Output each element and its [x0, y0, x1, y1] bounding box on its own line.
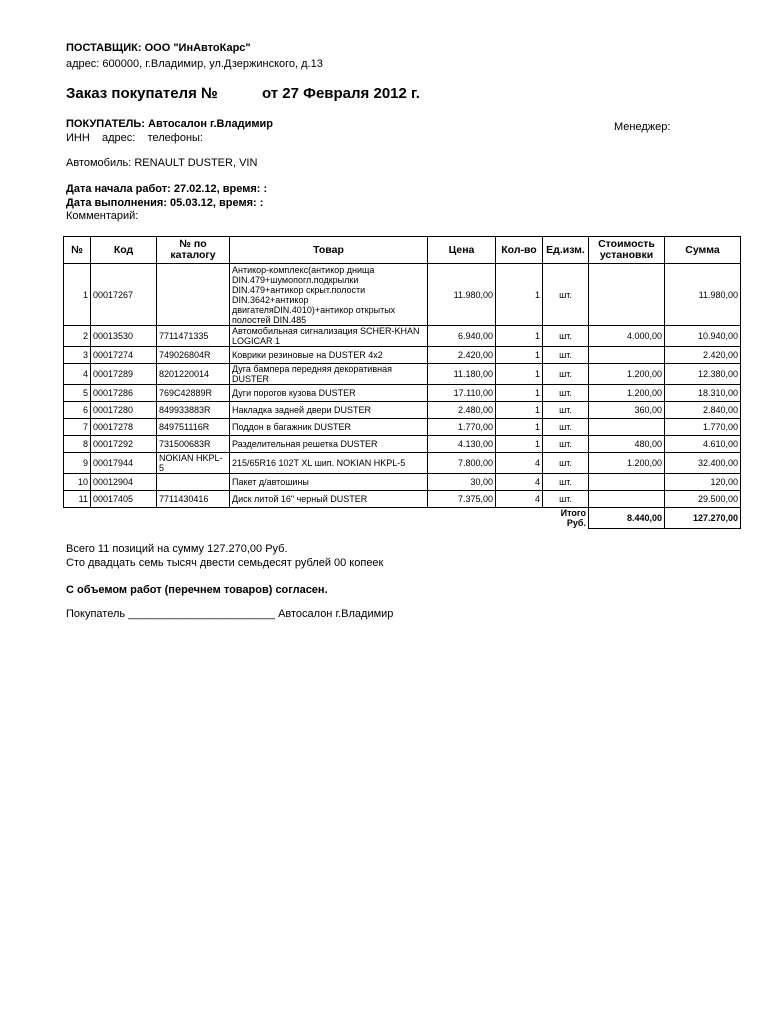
row-install: 1.200,00	[589, 453, 665, 474]
row-catalog: 7711471335	[157, 326, 230, 347]
row-number: 6	[64, 402, 91, 419]
supplier-label: ПОСТАВЩИК:	[66, 42, 142, 54]
row-number: 7	[64, 419, 91, 436]
row-sum: 120,00	[665, 474, 741, 491]
table-row	[64, 453, 741, 474]
row-number: 1	[64, 264, 91, 326]
row-qty: 1	[496, 419, 543, 436]
row-qty: 1	[496, 436, 543, 453]
row-install	[589, 419, 665, 436]
row-price: 7.375,00	[428, 491, 496, 508]
row-product: Автомобильная сигнализация SCHER-KHAN LOGICAR 1	[230, 326, 428, 347]
buyer-name: Автосалон г.Владимир	[148, 118, 273, 130]
end-date: Дата выполнения: 05.03.12, время: :	[66, 197, 264, 209]
totals-row	[64, 508, 741, 529]
table-row	[64, 436, 741, 453]
row-catalog	[157, 264, 230, 326]
row-unit: шт.	[543, 364, 589, 385]
row-number: 5	[64, 385, 91, 402]
row-install	[589, 347, 665, 364]
buyer-line	[66, 118, 273, 130]
row-install: 1.200,00	[589, 385, 665, 402]
signature-label: Покупатель	[66, 608, 126, 620]
row-price: 11.980,00	[428, 264, 496, 326]
row-unit: шт.	[543, 474, 589, 491]
table-row	[64, 347, 741, 364]
table-row	[64, 402, 741, 419]
row-price: 30,00	[428, 474, 496, 491]
row-sum: 4.610,00	[665, 436, 741, 453]
col-qty: Кол-во	[496, 237, 543, 264]
table-row	[64, 474, 741, 491]
row-sum: 10.940,00	[665, 326, 741, 347]
col-number: №	[64, 237, 91, 264]
col-code: Код	[91, 237, 157, 264]
row-catalog: 8201220014	[157, 364, 230, 385]
row-product: Дуги порогов кузова DUSTER	[230, 385, 428, 402]
row-unit: шт.	[543, 436, 589, 453]
table-row	[64, 326, 741, 347]
row-install	[589, 474, 665, 491]
row-product: Диск литой 16" черный DUSTER	[230, 491, 428, 508]
buyer-label: ПОКУПАТЕЛЬ:	[66, 118, 145, 130]
col-price: Цена	[428, 237, 496, 264]
row-price: 2.480,00	[428, 402, 496, 419]
row-code: 00017289	[91, 364, 157, 385]
table-row	[64, 419, 741, 436]
row-code: 00017292	[91, 436, 157, 453]
supplier-name: ООО "ИнАвтоКарс"	[144, 42, 251, 54]
row-install: 1.200,00	[589, 364, 665, 385]
table-row	[64, 264, 741, 326]
row-sum: 2.840,00	[665, 402, 741, 419]
car-info: Автомобиль: RENAULT DUSTER, VIN	[66, 157, 258, 169]
row-qty: 4	[496, 491, 543, 508]
row-qty: 1	[496, 264, 543, 326]
agreement-text: С объемом работ (перечнем товаров) согласен.	[66, 584, 328, 596]
row-install	[589, 264, 665, 326]
row-qty: 1	[496, 326, 543, 347]
row-code: 00017944	[91, 453, 157, 474]
row-product: Дуга бампера передняя декоративная DUSTER	[230, 364, 428, 385]
row-qty: 4	[496, 474, 543, 491]
row-price: 11.180,00	[428, 364, 496, 385]
row-number: 10	[64, 474, 91, 491]
items-table	[63, 236, 741, 529]
row-qty: 1	[496, 364, 543, 385]
row-product: Антикор-комплекс(антикор днища DIN.479+шумопогл.подкрылки DIN.479+антикор скрыт.полости DIN.3642+антикор двигателяDIN.4010)+антикор открытых полостей DIN.485	[230, 264, 428, 326]
row-number: 8	[64, 436, 91, 453]
row-install: 4.000,00	[589, 326, 665, 347]
row-product: 215/65R16 102T XL шип. NOKIAN HKPL-5	[230, 453, 428, 474]
order-title-prefix: Заказ покупателя №	[66, 85, 218, 102]
row-code: 00017405	[91, 491, 157, 508]
row-price: 7.800,00	[428, 453, 496, 474]
row-product: Разделительная решетка DUSTER	[230, 436, 428, 453]
row-product: Накладка задней двери DUSTER	[230, 402, 428, 419]
table-row	[64, 491, 741, 508]
row-product: Поддон в багажник DUSTER	[230, 419, 428, 436]
row-product: Коврики резиновые на DUSTER 4x2	[230, 347, 428, 364]
row-code: 00017286	[91, 385, 157, 402]
row-sum: 29.500,00	[665, 491, 741, 508]
row-unit: шт.	[543, 402, 589, 419]
row-catalog: 731500683R	[157, 436, 230, 453]
total-install: 8.440,00	[589, 508, 665, 529]
supplier-address: адрес: 600000, г.Владимир, ул.Дзержинского, д.13	[66, 58, 323, 70]
row-price: 1.770,00	[428, 419, 496, 436]
summary-words: Сто двадцать семь тысяч двести семьдесят рублей 00 копеек	[66, 557, 384, 569]
row-code: 00017278	[91, 419, 157, 436]
col-unit: Ед.изм.	[543, 237, 589, 264]
row-sum: 18.310,00	[665, 385, 741, 402]
row-unit: шт.	[543, 453, 589, 474]
row-qty: 1	[496, 347, 543, 364]
row-unit: шт.	[543, 419, 589, 436]
row-sum: 11.980,00	[665, 264, 741, 326]
row-catalog	[157, 474, 230, 491]
table-row	[64, 385, 741, 402]
start-date: Дата начала работ: 27.02.12, время: :	[66, 183, 268, 195]
row-product: Пакет д/автошины	[230, 474, 428, 491]
col-product: Товар	[230, 237, 428, 264]
comment-label: Комментарий:	[66, 210, 139, 222]
row-qty: 1	[496, 402, 543, 419]
row-price: 17.110,00	[428, 385, 496, 402]
row-code: 00012904	[91, 474, 157, 491]
col-catalog: № по каталогу	[157, 237, 230, 264]
row-price: 4.130,00	[428, 436, 496, 453]
col-sum: Сумма	[665, 237, 741, 264]
table-header-row	[64, 237, 741, 264]
manager-label: Менеджер:	[614, 121, 671, 133]
inn-line: ИНН адрес: телефоны:	[66, 132, 203, 144]
row-code: 00017267	[91, 264, 157, 326]
signature-blank: ________________________	[128, 608, 275, 620]
row-unit: шт.	[543, 491, 589, 508]
row-catalog: 849751116R	[157, 419, 230, 436]
col-install-cost: Стоимость установки	[589, 237, 665, 264]
row-install	[589, 491, 665, 508]
row-catalog: NOKIAN HKPL-5	[157, 453, 230, 474]
signature-line	[66, 608, 393, 620]
row-catalog: 7711430416	[157, 491, 230, 508]
row-catalog: 849933883R	[157, 402, 230, 419]
row-catalog: 769C42889R	[157, 385, 230, 402]
row-unit: шт.	[543, 264, 589, 326]
row-code: 00017280	[91, 402, 157, 419]
row-unit: шт.	[543, 347, 589, 364]
row-unit: шт.	[543, 385, 589, 402]
supplier-line	[66, 42, 251, 54]
row-code: 00017274	[91, 347, 157, 364]
row-qty: 1	[496, 385, 543, 402]
row-code: 00013530	[91, 326, 157, 347]
row-price: 6.940,00	[428, 326, 496, 347]
row-install: 360,00	[589, 402, 665, 419]
row-install: 480,00	[589, 436, 665, 453]
row-number: 9	[64, 453, 91, 474]
row-number: 4	[64, 364, 91, 385]
table-row	[64, 364, 741, 385]
row-number: 11	[64, 491, 91, 508]
row-qty: 4	[496, 453, 543, 474]
summary-total: Всего 11 позиций на сумму 127.270,00 Руб.	[66, 543, 288, 555]
row-catalog: 749026804R	[157, 347, 230, 364]
row-number: 3	[64, 347, 91, 364]
row-sum: 2.420,00	[665, 347, 741, 364]
row-sum: 12.380,00	[665, 364, 741, 385]
row-sum: 1.770,00	[665, 419, 741, 436]
row-sum: 32.400,00	[665, 453, 741, 474]
total-sum: 127.270,00	[665, 508, 741, 529]
total-label: Итого Руб.	[560, 508, 586, 528]
row-price: 2.420,00	[428, 347, 496, 364]
row-unit: шт.	[543, 326, 589, 347]
signature-name: Автосалон г.Владимир	[278, 608, 394, 620]
row-number: 2	[64, 326, 91, 347]
order-title-date: от 27 Февраля 2012 г.	[262, 85, 420, 102]
